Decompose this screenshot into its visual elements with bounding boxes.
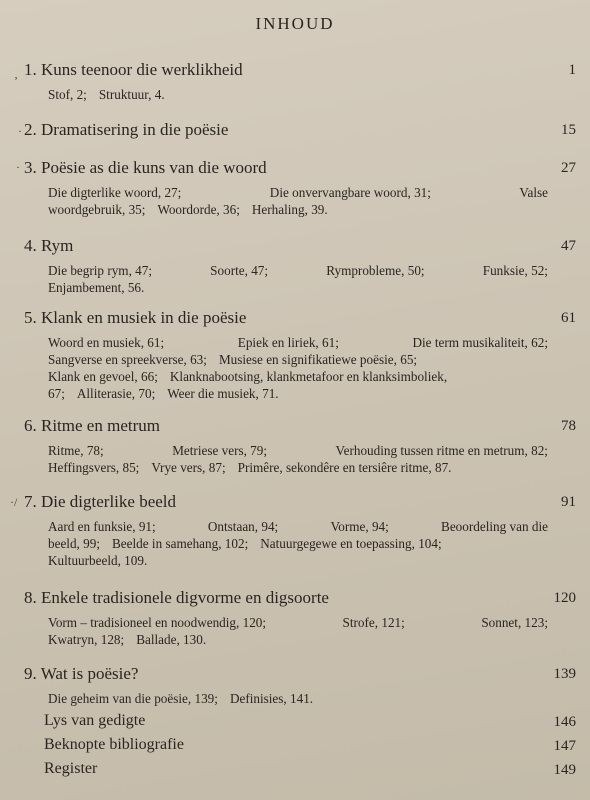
subtopic-item: Funksie, 52;	[482, 263, 548, 278]
subtopic-item: Die digterlike woord, 27;	[48, 185, 182, 200]
chapter-heading[interactable]: 6. Ritme en metrum	[24, 416, 160, 435]
page-number: 27	[561, 160, 576, 176]
subtopic-line	[48, 690, 548, 707]
chapter-heading[interactable]: 4. Rym	[24, 236, 74, 255]
subtopic-line	[48, 385, 548, 402]
subtopic-item: 67;	[48, 386, 65, 401]
subtopic-line	[48, 442, 548, 459]
subtopic-line	[48, 279, 548, 296]
chapter-heading[interactable]: 9. Wat is poësie?	[24, 664, 139, 683]
appendix-heading[interactable]: Lys van gedigte	[44, 712, 146, 729]
toc-title: INHOUD	[255, 14, 335, 33]
subtopic-line	[48, 631, 548, 648]
subtopic-line	[48, 184, 548, 201]
subtopic-item: Klanknabootsing, klankmetafoor en klanksimboliek,	[169, 369, 448, 384]
subtopic-item: Vorme, 94;	[330, 519, 389, 534]
subtopic-item: Die onvervangbare woord, 31;	[269, 185, 431, 200]
subtopic-item: Metriese vers, 79;	[172, 443, 268, 458]
subtopic-item: Primêre, sekondêre en tersiêre ritme, 87.	[237, 460, 452, 475]
subtopic-item: Woord en musiek, 61;	[48, 335, 165, 350]
subtopic-item: Verhouding tussen ritme en metrum, 82;	[335, 443, 548, 458]
subtopic-item: Struktuur, 4.	[98, 87, 165, 102]
subtopic-item: Heffingsvers, 85;	[48, 460, 140, 475]
subtopic-item: Kwatryn, 128;	[48, 632, 125, 647]
chapter-heading[interactable]: 5. Klank en musiek in die poësie	[24, 308, 247, 327]
subtopic-line	[48, 262, 548, 279]
chapter-heading[interactable]: 7. Die digterlike beeld	[24, 492, 177, 511]
subtopic-item: Beoordeling van die	[441, 519, 548, 534]
subtopic-line	[48, 535, 548, 552]
subtopic-item: Beelde in samehang, 102;	[112, 536, 249, 551]
subtopic-item: Die term musikaliteit, 62;	[412, 335, 548, 350]
subtopic-item: Enjambement, 56.	[48, 280, 145, 295]
subtopic-item: Sonnet, 123;	[481, 615, 548, 630]
subtopic-line	[48, 518, 548, 535]
subtopic-line	[48, 86, 548, 103]
pencil-mark: ·	[18, 124, 22, 138]
page-number: 47	[561, 238, 576, 254]
chapter-heading[interactable]: 3. Poësie as die kuns van die woord	[24, 158, 267, 177]
chapter-heading[interactable]: 1. Kuns teenoor die werklikheid	[24, 60, 243, 79]
subtopic-item: Sangverse en spreekverse, 63;	[48, 352, 207, 367]
page-number: 149	[553, 762, 576, 778]
subtopic-item: Woordorde, 36;	[157, 202, 240, 217]
subtopic-item: Soorte, 47;	[210, 263, 269, 278]
subtopic-item: Die geheim van die poësie, 139;	[48, 691, 218, 706]
subtopic-item: Natuurgegewe en toepassing, 104;	[260, 536, 442, 551]
page-number: 61	[561, 310, 576, 326]
page-number: 120	[553, 590, 576, 606]
subtopic-line	[48, 334, 548, 351]
subtopic-item: Musiese en signifikatiewe poësie, 65;	[218, 352, 418, 367]
subtopic-item: Herhaling, 39.	[251, 202, 328, 217]
subtopic-item: Stof, 2;	[48, 87, 87, 102]
subtopic-item: Rymprobleme, 50;	[326, 263, 425, 278]
subtopic-item: Vrye vers, 87;	[151, 460, 226, 475]
pencil-mark: ·/	[10, 495, 18, 509]
chapter-heading[interactable]: 2. Dramatisering in die poësie	[24, 120, 229, 139]
subtopic-item: Alliterasie, 70;	[76, 386, 156, 401]
pencil-mark: ‚	[14, 67, 18, 81]
subtopic-line	[48, 614, 548, 631]
page-number: 146	[553, 714, 576, 730]
subtopic-line	[48, 552, 548, 569]
subtopic-item: Aard en funksie, 91;	[48, 519, 156, 534]
subtopic-item: Definisies, 141.	[229, 691, 314, 706]
page-number: 15	[561, 122, 576, 138]
subtopic-item: Ritme, 78;	[48, 443, 104, 458]
page-number: 147	[553, 738, 576, 754]
subtopic-item: woordgebruik, 35;	[48, 202, 146, 217]
subtopic-item: Valse	[519, 185, 548, 200]
page-number: 1	[568, 62, 576, 78]
subtopic-line	[48, 201, 548, 218]
pencil-mark: ·	[16, 160, 20, 174]
appendix-heading[interactable]: Beknopte bibliografie	[44, 736, 184, 753]
subtopic-item: Die begrip rym, 47;	[48, 263, 153, 278]
subtopic-item: Kultuurbeeld, 109.	[48, 553, 148, 568]
page-number: 91	[561, 494, 576, 510]
subtopic-item: Strofe, 121;	[342, 615, 405, 630]
subtopic-line	[48, 459, 548, 476]
chapter-heading[interactable]: 8. Enkele tradisionele digvorme en digsoorte	[24, 588, 329, 607]
subtopic-item: Ballade, 130.	[136, 632, 207, 647]
subtopic-item: Ontstaan, 94;	[207, 519, 279, 534]
subtopic-item: Weer die musiek, 71.	[167, 386, 279, 401]
appendix-heading[interactable]: Register	[44, 760, 98, 777]
subtopic-line	[48, 351, 548, 368]
subtopic-item: Klank en gevoel, 66;	[48, 369, 158, 384]
page-number: 78	[561, 418, 576, 434]
subtopic-item: Epiek en liriek, 61;	[237, 335, 339, 350]
subtopic-item: beeld, 99;	[48, 536, 101, 551]
page-number: 139	[553, 666, 576, 682]
subtopic-item: Vorm – tradisioneel en noodwendig, 120;	[48, 615, 267, 630]
subtopic-line	[48, 368, 548, 385]
